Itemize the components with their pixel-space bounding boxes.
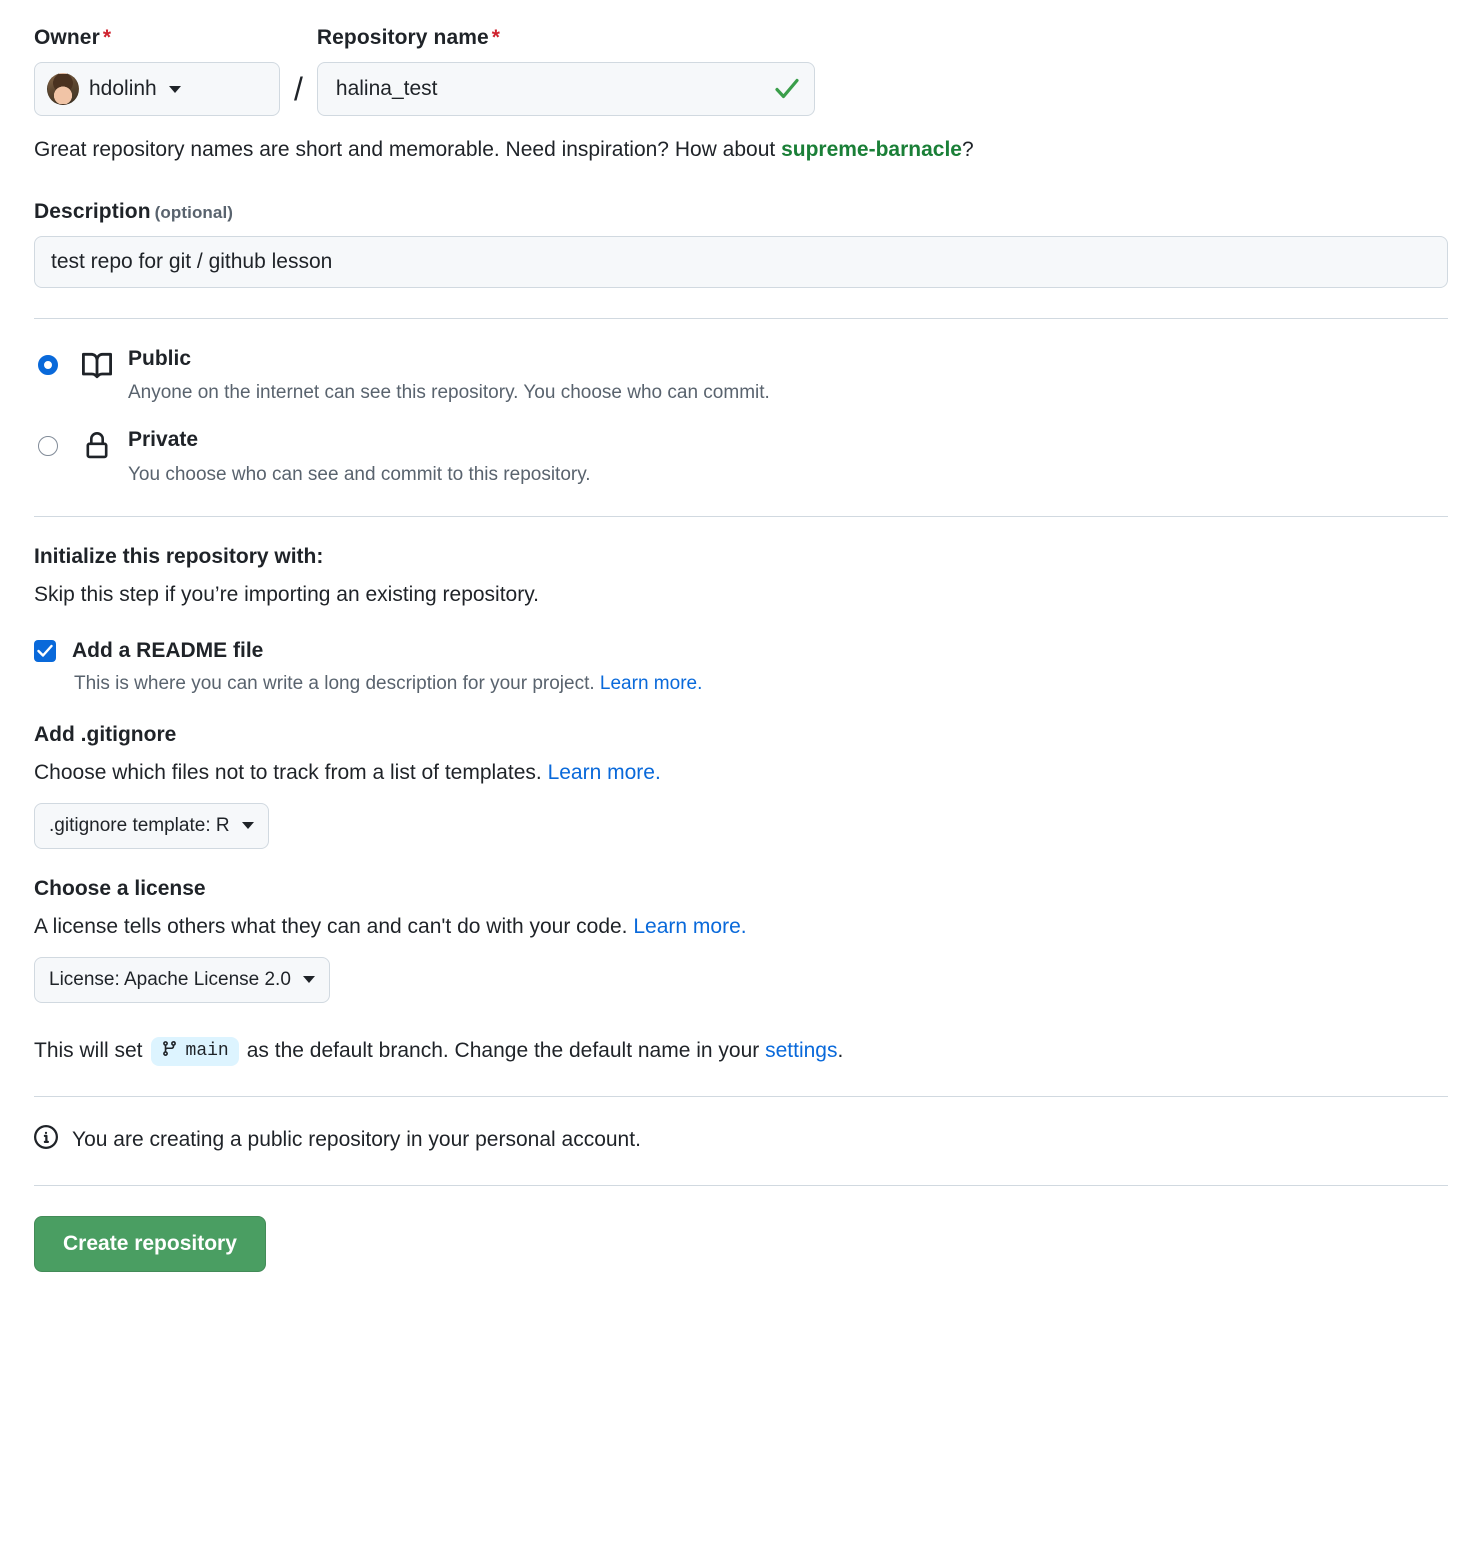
license-title: Choose a license: [34, 876, 206, 900]
description-label-text: Description: [34, 200, 151, 223]
license-select[interactable]: [34, 957, 330, 1003]
description-optional-text: (optional): [154, 203, 234, 222]
create-repository-button[interactable]: Create repository: [34, 1216, 266, 1272]
gitignore-description: [34, 761, 1448, 785]
initialize-section: [34, 545, 1448, 1003]
repository-name-value: halina_test: [335, 77, 438, 100]
initialize-subtitle: Skip this step if you’re importing an existing repository.: [34, 582, 540, 606]
description-value: test repo for git / github lesson: [51, 250, 333, 273]
gitignore-title: Add .gitignore: [34, 722, 177, 746]
check-icon: [774, 76, 800, 102]
private-subtitle: You choose who can see and commit to this repository.: [128, 463, 591, 485]
owner-repo-row: [34, 26, 1448, 116]
readme-label: Add a README file: [72, 638, 264, 662]
repository-name-label: [317, 26, 815, 50]
suggested-name-link[interactable]: supreme-barnacle: [781, 138, 962, 161]
owner-name: hdolinh: [89, 77, 157, 100]
account-note-text: You are creating a public repository in your personal account.: [72, 1127, 641, 1151]
chevron-down-icon: [303, 976, 315, 983]
divider-2: [34, 516, 1448, 517]
divider-1: [34, 318, 1448, 319]
repository-name-input[interactable]: [317, 62, 815, 116]
readme-description-text: This is where you can write a long description for your project.: [74, 672, 595, 694]
description-field: [34, 200, 1448, 288]
divider-3: [34, 1096, 1448, 1097]
gitignore-template-value: .gitignore template: R: [49, 814, 230, 836]
visibility-options: [34, 345, 1448, 486]
branch-note-suffix: .: [837, 1039, 844, 1063]
path-separator: /: [294, 71, 303, 107]
account-note: [34, 1125, 1448, 1155]
readme-learn-more-link[interactable]: Learn more.: [599, 672, 703, 694]
hint-suffix: ?: [961, 138, 974, 161]
private-title: Private: [128, 428, 199, 452]
owner-select[interactable]: [34, 62, 280, 116]
repo-required-asterisk: *: [491, 26, 501, 49]
license-value: License: Apache License 2.0: [49, 968, 291, 990]
public-radio[interactable]: [38, 355, 58, 375]
user-avatar: [47, 73, 79, 105]
repository-name-label-text: Repository name: [316, 26, 489, 49]
branch-note-prefix: This will set: [34, 1039, 143, 1063]
description-input[interactable]: [34, 236, 1448, 288]
description-label: [34, 200, 1448, 224]
hint-prefix: Great repository names are short and memorable. Need inspiration? How about: [34, 138, 782, 161]
license-learn-more-link[interactable]: Learn more.: [633, 914, 747, 938]
owner-required-asterisk: *: [102, 26, 112, 49]
license-description-text: A license tells others what they can and can't do with your code.: [34, 914, 628, 938]
gitignore-learn-more-link[interactable]: Learn more.: [547, 760, 661, 784]
readme-checkbox[interactable]: [34, 640, 56, 662]
gitignore-description-text: Choose which files not to track from a list of templates.: [34, 760, 542, 784]
info-icon: [34, 1125, 58, 1155]
default-branch-name: main: [185, 1041, 229, 1062]
branch-note-middle: as the default branch. Change the default name in your: [246, 1039, 760, 1063]
owner-label: [34, 26, 280, 50]
readme-description: [74, 673, 1448, 695]
public-subtitle: Anyone on the internet can see this repository. You choose who can commit.: [128, 382, 770, 404]
owner-field: [34, 26, 280, 116]
repository-name-field: [317, 26, 815, 116]
divider-4: [34, 1185, 1448, 1186]
license-description: [34, 915, 1448, 939]
visibility-option-private[interactable]: [34, 426, 1448, 485]
initialize-title: Initialize this repository with:: [34, 544, 324, 568]
public-title: Public: [128, 347, 192, 370]
public-text: [128, 345, 770, 404]
gitignore-template-select[interactable]: [34, 803, 269, 849]
default-branch-chip: [151, 1037, 239, 1066]
private-text: [128, 426, 591, 485]
readme-checkbox-row[interactable]: [34, 639, 1448, 663]
chevron-down-icon: [242, 822, 254, 829]
owner-label-text: Owner: [34, 26, 100, 49]
book-icon: [80, 351, 114, 381]
private-radio[interactable]: [38, 436, 58, 456]
repository-name-hint: [34, 138, 1448, 162]
git-branch-icon: [161, 1040, 178, 1063]
lock-icon: [80, 432, 114, 460]
settings-link[interactable]: settings: [765, 1039, 838, 1063]
visibility-option-public[interactable]: [34, 345, 1448, 404]
default-branch-note: [34, 1037, 1448, 1066]
chevron-down-icon: [169, 86, 181, 93]
